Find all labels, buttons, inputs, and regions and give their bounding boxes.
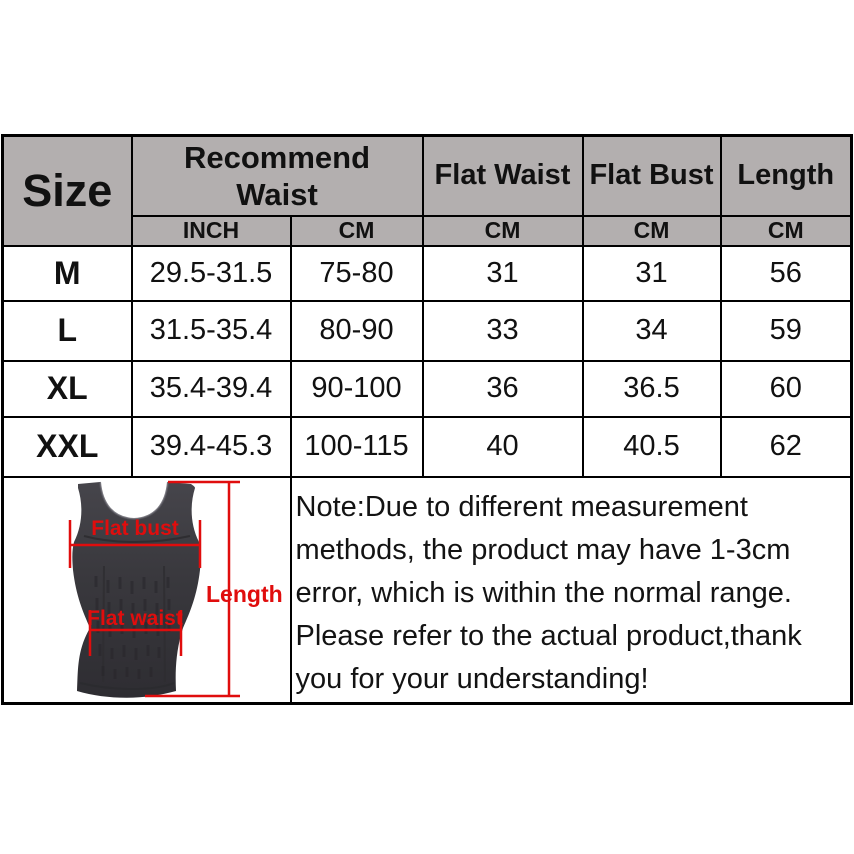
value-cell: 62 bbox=[721, 417, 852, 477]
size-label: M bbox=[3, 246, 132, 301]
note-line: error, which is within the normal range. bbox=[295, 576, 792, 609]
unit-cm-flat-waist: CM bbox=[423, 216, 583, 246]
recommend-waist-label: Recommend Waist bbox=[183, 139, 371, 212]
length-annotation: Length bbox=[206, 580, 283, 607]
value-cell: 40 bbox=[423, 417, 583, 477]
value-cell: 33 bbox=[423, 301, 583, 361]
flat-waist-annotation: Flat waist bbox=[87, 606, 183, 630]
value-cell: 100-115 bbox=[291, 417, 423, 477]
value-cell: 40.5 bbox=[583, 417, 721, 477]
note-line: you for your understanding! bbox=[295, 662, 649, 695]
note-line: methods, the product may have 1-3cm bbox=[295, 533, 791, 566]
table-row bbox=[3, 417, 852, 477]
col-header-size: Size bbox=[3, 136, 132, 246]
col-header-recommend-waist bbox=[132, 136, 423, 216]
header-row-main bbox=[3, 136, 852, 216]
value-cell: 75-80 bbox=[291, 246, 423, 301]
value-cell: 90-100 bbox=[291, 361, 423, 417]
value-cell: 34 bbox=[583, 301, 721, 361]
measurement-diagram-cell bbox=[3, 477, 291, 704]
value-cell: 31.5-35.4 bbox=[132, 301, 291, 361]
value-cell: 59 bbox=[721, 301, 852, 361]
value-cell: 36.5 bbox=[583, 361, 721, 417]
size-chart-table bbox=[1, 134, 853, 705]
flat-bust-annotation: Flat bust bbox=[91, 516, 179, 540]
note-cell bbox=[291, 477, 852, 704]
value-cell: 29.5-31.5 bbox=[132, 246, 291, 301]
vest-body-shape bbox=[72, 482, 200, 698]
size-label: XL bbox=[3, 361, 132, 417]
size-label: XXL bbox=[3, 417, 132, 477]
value-cell: 60 bbox=[721, 361, 852, 417]
unit-inch: INCH bbox=[132, 216, 291, 246]
table-row bbox=[3, 361, 852, 417]
value-cell: 56 bbox=[721, 246, 852, 301]
unit-cm-recommend: CM bbox=[291, 216, 423, 246]
value-cell: 35.4-39.4 bbox=[132, 361, 291, 417]
table-row bbox=[3, 301, 852, 361]
value-cell: 36 bbox=[423, 361, 583, 417]
vest-diagram bbox=[4, 478, 290, 701]
value-cell: 31 bbox=[583, 246, 721, 301]
col-header-flat-bust: Flat Bust bbox=[583, 136, 721, 216]
measurement-note bbox=[292, 478, 851, 701]
unit-cm-length: CM bbox=[721, 216, 852, 246]
unit-cm-flat-bust: CM bbox=[583, 216, 721, 246]
table-row bbox=[3, 246, 852, 301]
col-header-length: Length bbox=[721, 136, 852, 216]
bottom-row bbox=[3, 477, 852, 704]
note-line: Please refer to the actual product,thank bbox=[295, 619, 802, 652]
note-line: Note:Due to different measurement bbox=[295, 490, 748, 523]
value-cell: 39.4-45.3 bbox=[132, 417, 291, 477]
value-cell: 80-90 bbox=[291, 301, 423, 361]
value-cell: 31 bbox=[423, 246, 583, 301]
size-label: L bbox=[3, 301, 132, 361]
col-header-flat-waist: Flat Waist bbox=[423, 136, 583, 216]
